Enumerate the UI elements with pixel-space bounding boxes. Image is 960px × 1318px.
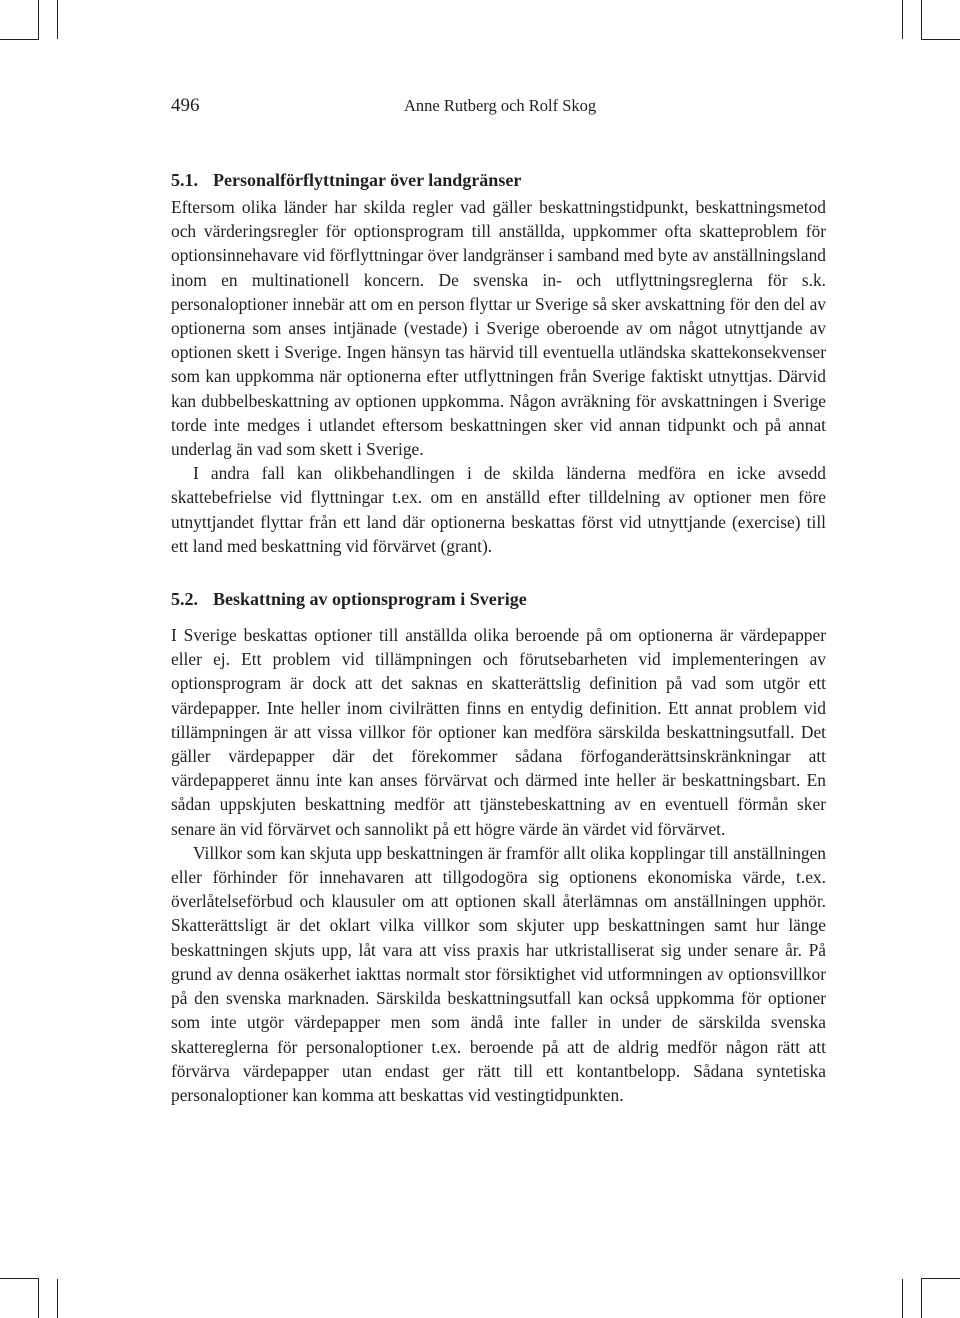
crop-mark-top-right-vertical-1 (921, 0, 922, 39)
crop-mark-bottom-left-horizontal (0, 1278, 39, 1279)
section-number: 5.2. (171, 589, 198, 610)
crop-mark-bottom-right-horizontal (921, 1278, 960, 1279)
section-heading (171, 586, 826, 612)
running-head-authors: Anne Rutberg och Rolf Skog (404, 96, 597, 115)
crop-mark-top-left-vertical-1 (38, 0, 39, 39)
crop-mark-top-left-vertical-2 (57, 0, 58, 39)
crop-mark-bottom-right-vertical-2 (902, 1279, 903, 1318)
section-heading (171, 167, 826, 193)
paragraph: Villkor som kan skjuta upp beskattningen är framför allt olika kopplingar till anställningen eller förhinder för innehavaren att tillgodogöra sig optionens ekonomiska värde, t.ex. överlåtelseförbud och klausuler om att optionen skall återlämnas om anställningen upphör. Skatterättsligt är det oklart vilka villkor som skjuter upp beskattningen samt hur länge beskattningen skjuts upp, låt vara att viss praxis har utkristalliserat sig under senare år. På grund av denna osäkerhet iakttas normalt stor försiktighet vid utformningen av optionsvillkor på den svenska marknaden. Särskilda beskattningsutfall kan också uppkomma för optioner som inte utgör värdepapper men som ändå inte faller in under de särskilda svenska skattereglerna för personaloptioner t.ex. beroende på att de aldrig medför någon rätt att förvärva värdepapper utan endast ger rätt till ett kontantbelopp. Sådana syntetiska personaloptioner kan komma att beskattas vid vestingtidpunkten. (171, 842, 826, 1105)
crop-mark-top-right-vertical-2 (902, 0, 903, 39)
section-number: 5.1. (171, 170, 198, 190)
page-content (171, 167, 826, 1107)
crop-mark-bottom-left-vertical-1 (38, 1279, 39, 1318)
crop-mark-bottom-right-vertical-1 (921, 1279, 922, 1318)
paragraph: Eftersom olika länder har skilda regler vad gäller beskattningstidpunkt, beskattningsmetod och värderingsregler för optionsprogram till anställda, uppkommer ofta skatteproblem för optionsinnehavare vid förflyttningar över landgränser i samband med byte av anställningsland inom en multinationell koncern. De svenska in- och utflyttningsreglerna för s.k. personaloptioner innebär att om en person flyttar ur Sverige så sker avskattning för den del av optionerna som anses intjänade (vestade) i Sverige oberoende av om något utnyttjande av optionen skett i Sverige. Ingen hänsyn tas härvid till eventuella utländska skattekonsekvenser som kan uppkomma när optionerna efter utflyttningen från Sverige faktiskt utnyttjas. Därvid kan dubbelbeskattning av optionen uppkomma. Någon avräkning för avskattningen i Sverige torde inte medges i utlandet eftersom beskattningen sker vid annan tidpunkt och på annat underlag än vad som skett i Sverige. (171, 197, 826, 460)
section-title: Personalförflyttningar över landgränser (213, 170, 522, 190)
crop-mark-top-right-horizontal (921, 39, 960, 40)
paragraph: I Sverige beskattas optioner till anställda olika beroende på om optionerna är värdepapper eller ej. Ett problem vid tillämpningen och förutsebarheten vid implementeringen av optionsprogram är dock att det saknas en skatterättslig definition på vad som utgör ett värdepapper. Inte heller inom civilrätten finns en entydig definition. Ett annat problem vid tillämpningen är att vissa villkor för optioner kan medföra särskilda beskattningsutfall. Det gäller värdepapper där det förekommer sådana förfoganderättsinskränkningar att värdepapperet ännu inte kan anses förvärvat och därmed inte heller är beskattningsbart. En sådan uppskjuten beskattning medför att tjänstebeskattning av en eventuell förmån sker senare än vid förvärvet och sannolikt på ett högre värde än värdet vid förvärvet. (171, 625, 826, 839)
crop-mark-top-left-horizontal (0, 39, 39, 40)
section-title: Beskattning av optionsprogram i Sverige (213, 589, 527, 610)
crop-mark-bottom-left-vertical-2 (57, 1279, 58, 1318)
page-number: 496 (171, 95, 200, 116)
page-header (171, 95, 826, 121)
paragraph: I andra fall kan olikbehandlingen i de skilda länderna medföra en icke avsedd skattebefrielse vid flyttningar t.ex. om en anställd efter tilldelning av optioner men före utnyttjandet flyttar från ett land där optionerna beskattas först vid utnyttjande (exercise) till ett land med beskattning vid förvärvet (grant). (171, 463, 826, 556)
